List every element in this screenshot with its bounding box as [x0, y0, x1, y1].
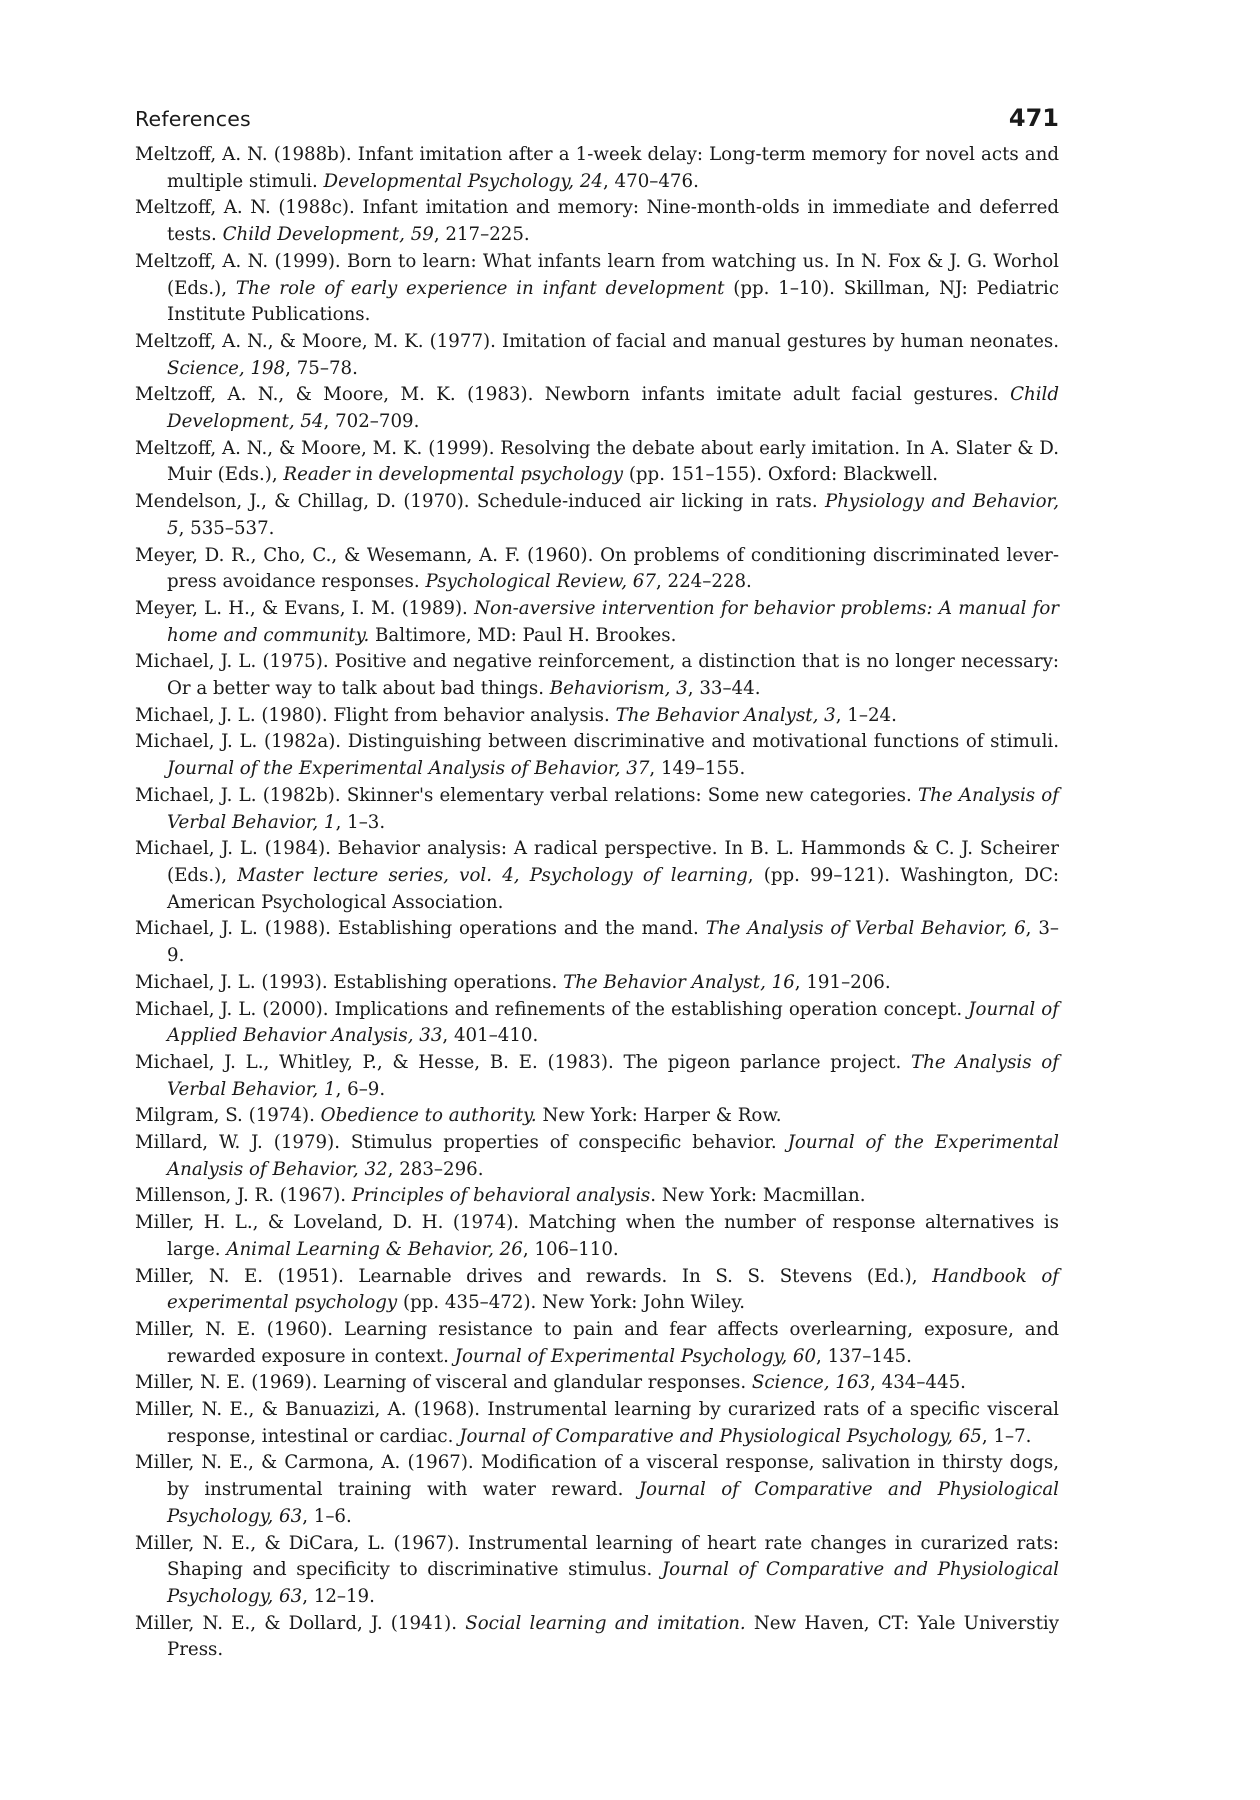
reference-pages: , 1–7.: [981, 1425, 1032, 1447]
reference-source-title: Developmental Psychology, 24: [323, 170, 603, 192]
reference-text: Michael, J. L. (1982a). Distinguishing between discriminative and motivational functions of stimuli.: [135, 731, 1059, 753]
reference-source-title: The role of early experience in infant development: [235, 277, 725, 299]
reference-source-title: Science, 198: [167, 357, 286, 379]
reference-pages: , 6–9.: [335, 1078, 386, 1100]
reference-text: Miller, H. L., & Loveland, D. H. (1974). Matching when the number of response alternatives is large.: [135, 1212, 1059, 1260]
reference-entry: [135, 1611, 1059, 1664]
reference-pages: , 149–155.: [649, 758, 746, 780]
reference-pages: , 224–228.: [655, 571, 752, 593]
reference-entry: [135, 436, 1059, 489]
reference-source-title: Child Development, 59: [222, 224, 434, 246]
reference-pages: , 3–9.: [167, 918, 1059, 967]
reference-entry: [135, 970, 1059, 997]
reference-source-title: Master lecture series, vol. 4, Psychology of learning: [237, 864, 748, 886]
reference-pages: (pp. 435–472). New York: John Wiley.: [397, 1292, 745, 1314]
reference-source-title: Animal Learning & Behavior, 26: [226, 1238, 523, 1260]
reference-pages: , 106–110.: [522, 1238, 619, 1260]
reference-pages: , 12–19.: [302, 1585, 375, 1607]
reference-source-title: Journal of Comparative and Physiological Psychology, 65: [459, 1425, 982, 1447]
reference-pages: . New York: Macmillan.: [650, 1185, 866, 1207]
reference-entry: [135, 329, 1059, 382]
reference-pages: , 1–3.: [335, 811, 386, 833]
reference-entry: [135, 142, 1059, 195]
reference-source-title: The Behavior Analyst, 3: [615, 704, 836, 726]
reference-pages: Baltimore, MD: Paul H. Brookes.: [369, 624, 677, 646]
reference-text: Michael, J. L. (1982b). Skinner's elementary verbal relations: Some new categories.: [135, 784, 918, 806]
reference-entry: [135, 1531, 1059, 1611]
reference-text: Michael, J. L. (1980). Flight from behavior analysis.: [135, 704, 616, 726]
reference-pages: , 470–476.: [602, 170, 699, 192]
reference-pages: , 401–410.: [442, 1025, 539, 1047]
reference-pages: , 535–537.: [178, 517, 275, 539]
reference-text: Michael, J. L. (1993). Establishing operations.: [135, 971, 564, 993]
reference-source-title: Journal of the Experimental Analysis of Behavior, 32: [167, 1132, 1059, 1180]
reference-text: Meltzoff, A. N., & Moore, M. K. (1999). Resolving the debate about early imitation. In A. Slater & D. Muir (Eds.),: [135, 437, 1059, 486]
running-head: [135, 104, 1059, 142]
reference-text: Miller, N. E., & Carmona, A. (1967). Modification of a visceral response, salivation in thirsty dogs, by instrumental training with water reward.: [135, 1452, 1059, 1501]
reference-text: Michael, J. L. (2000). Implications and refinements of the establishing operation concept.: [135, 998, 969, 1020]
reference-entry: [135, 1397, 1059, 1450]
reference-source-title: Principles of behavioral analysis: [351, 1185, 651, 1207]
reference-text: Millard, W. J. (1979). Stimulus properties of conspecific behavior.: [135, 1132, 788, 1154]
reference-pages: , 434–445.: [870, 1372, 966, 1394]
reference-entry: [135, 649, 1059, 702]
reference-source-title: The Analysis of Verbal Behavior, 1: [167, 1051, 1059, 1100]
reference-source-title: Journal of Comparative and Physiological Psychology, 63: [167, 1559, 1059, 1607]
reference-pages: , 191–206.: [794, 971, 891, 993]
reference-pages: , 137–145.: [816, 1345, 912, 1367]
reference-pages: , 75–78.: [285, 357, 358, 379]
reference-entry: [135, 596, 1059, 649]
reference-pages: , 702–709.: [323, 411, 420, 433]
reference-entry: [135, 729, 1059, 782]
reference-entry: [135, 543, 1059, 596]
reference-text: Miller, N. E., & DiCara, L. (1967). Instrumental learning of heart rate changes in curarized rats: Shaping and specificity to discriminative stimulus.: [135, 1532, 1059, 1581]
reference-source-title: Journal of Experimental Psychology, 60: [454, 1345, 817, 1367]
reference-source-title: Science, 163: [751, 1372, 871, 1394]
reference-source-title: Behaviorism, 3: [549, 678, 688, 700]
reference-pages: (pp. 151–155). Oxford: Blackwell.: [623, 464, 939, 486]
reference-text: Miller, N. E. (1969). Learning of visceral and glandular responses.: [135, 1372, 752, 1394]
reference-pages: (pp. 1–10). Skillman, NJ: Pediatric Institute Publications.: [167, 277, 1060, 326]
reference-source-title: Non-aversive intervention for behavior problems: A manual for home and community.: [167, 597, 1059, 646]
reference-entry: [135, 1050, 1059, 1103]
reference-list: [135, 142, 1059, 1664]
reference-text: Milgram, S. (1974).: [135, 1105, 321, 1127]
reference-text: Mendelson, J., & Chillag, D. (1970). Schedule-induced air licking in rats.: [135, 491, 825, 513]
reference-entry: [135, 249, 1059, 329]
reference-entry: [135, 916, 1059, 969]
reference-entry: [135, 195, 1059, 248]
reference-entry: [135, 783, 1059, 836]
reference-text: Meltzoff, A. N., & Moore, M. K. (1983). Newborn infants imitate adult facial gestures.: [135, 384, 1011, 406]
reference-text: Meltzoff, A. N. (1988b). Infant imitation after a 1-week delay: Long-term memory for novel acts and multiple stimuli.: [135, 144, 1059, 192]
reference-text: Miller, N. E. (1951). Learnable drives and rewards. In S. S. Stevens (Ed.),: [135, 1265, 933, 1287]
reference-pages: New Haven, CT: Yale Universtiy Press.: [167, 1612, 1059, 1661]
reference-entry: [135, 489, 1059, 542]
reference-entry: [135, 1210, 1059, 1263]
page-number: 471: [1008, 104, 1059, 132]
reference-text: Miller, N. E. (1960). Learning resistance to pain and fear affects overlearning, exposure, and rewarded exposure in context.: [135, 1318, 1059, 1367]
reference-pages: , 1–24.: [835, 704, 897, 726]
reference-source-title: The Behavior Analyst, 16: [563, 971, 795, 993]
reference-source-title: Child Development, 54: [167, 384, 1059, 433]
reference-source-title: The Analysis of Verbal Behavior, 6: [705, 918, 1026, 940]
reference-text: Meltzoff, A. N., & Moore, M. K. (1977). Imitation of facial and manual gestures by human neonates.: [135, 330, 1059, 352]
reference-entry: [135, 703, 1059, 730]
reference-pages: , 33–44.: [687, 678, 761, 700]
reference-pages: New York: Harper & Row.: [536, 1105, 782, 1127]
reference-pages: , 283–296.: [387, 1158, 484, 1180]
reference-entry: [135, 836, 1059, 916]
reference-source-title: Handbook of experimental psychology: [167, 1265, 1059, 1314]
reference-source-title: The Analysis of Verbal Behavior, 1: [167, 784, 1059, 833]
reference-entry: [135, 1370, 1059, 1397]
reference-text: Michael, J. L., Whitley, P., & Hesse, B. E. (1983). The pigeon parlance project.: [135, 1051, 911, 1073]
reference-text: Millenson, J. R. (1967).: [135, 1185, 352, 1207]
reference-source-title: Physiology and Behavior, 5: [167, 491, 1059, 539]
reference-source-title: Psychological Review, 67: [425, 571, 656, 593]
reference-text: Meltzoff, A. N. (1988c). Infant imitation and memory: Nine-month-olds in immediate and deferred tests.: [135, 197, 1059, 246]
reference-source-title: Reader in developmental psychology: [283, 464, 624, 486]
reference-entry: [135, 1450, 1059, 1530]
reference-text: Michael, J. L. (1984). Behavior analysis: A radical perspective. In B. L. Hammonds & C. J. Scheirer (Eds.),: [135, 838, 1059, 886]
reference-pages: , 1–6.: [302, 1505, 352, 1527]
reference-entry: [135, 1317, 1059, 1370]
reference-pages: , (pp. 99–121). Washington, DC: American Psychological Association.: [167, 864, 1059, 913]
reference-page: [135, 104, 1059, 1664]
reference-entry: [135, 1130, 1059, 1183]
reference-text: Miller, N. E., & Banuazizi, A. (1968). Instrumental learning by curarized rats of a specific visceral response, intestinal or cardiac.: [135, 1399, 1059, 1447]
reference-text: Meyer, D. R., Cho, C., & Wesemann, A. F. (1960). On problems of conditioning discriminated lever-press avoidance responses.: [135, 544, 1059, 593]
reference-text: Michael, J. L. (1975). Positive and negative reinforcement, a distinction that is no longer necessary: Or a better way to talk about bad things.: [135, 651, 1059, 700]
reference-source-title: Journal of Comparative and Physiological Psychology, 63: [167, 1479, 1059, 1527]
reference-text: Miller, N. E., & Dollard, J. (1941).: [135, 1612, 466, 1634]
reference-source-title: Journal of the Experimental Analysis of Behavior, 37: [167, 758, 650, 780]
reference-source-title: Social learning and imitation.: [465, 1612, 746, 1634]
reference-entry: [135, 997, 1059, 1050]
reference-entry: [135, 382, 1059, 435]
reference-source-title: Obedience to authority.: [320, 1105, 537, 1127]
reference-entry: [135, 1183, 1059, 1210]
running-head-title: References: [135, 107, 251, 131]
reference-text: Michael, J. L. (1988). Establishing operations and the mand.: [135, 918, 706, 940]
reference-text: Meltzoff, A. N. (1999). Born to learn: What infants learn from watching us. In N. Fox & J. G. Worhol (Eds.),: [135, 250, 1059, 299]
reference-entry: [135, 1264, 1059, 1317]
reference-source-title: Journal of Applied Behavior Analysis, 33: [167, 998, 1059, 1047]
reference-pages: , 217–225.: [433, 224, 530, 246]
reference-text: Meyer, L. H., & Evans, I. M. (1989).: [135, 597, 475, 619]
reference-entry: [135, 1103, 1059, 1130]
